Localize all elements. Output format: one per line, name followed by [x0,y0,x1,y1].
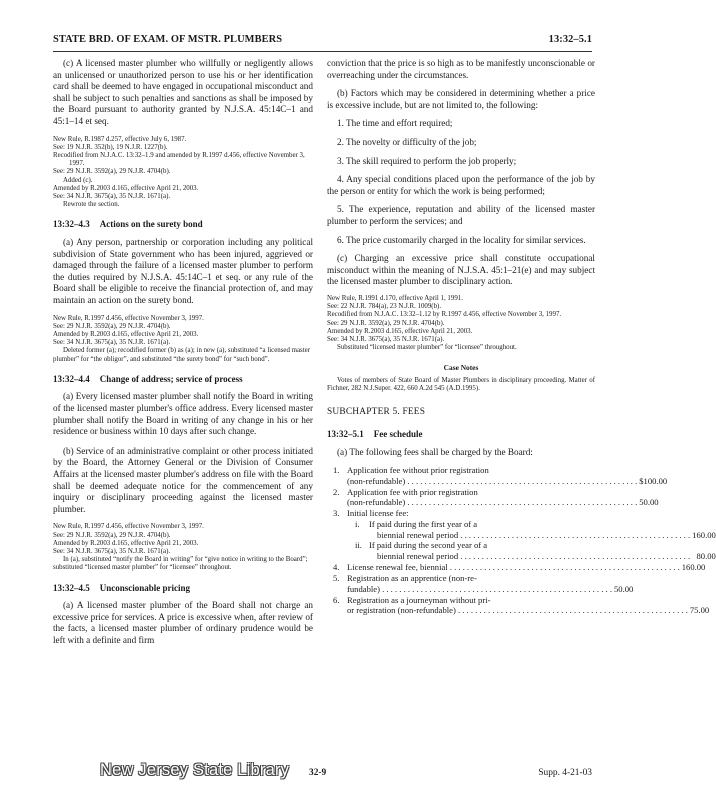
factor-item: 4. Any special conditions placed upon the performance of the job by the person or entity for which the work is being performed; [327,174,595,196]
history-line: Amended by R.2003 d.165, effective April 21, 2003. [53,539,199,547]
fee-amount: 80.00 [696,550,716,561]
history-line: See: 29 N.J.R. 3592(a), 29 N.J.R. 4704(b). [53,322,171,330]
history-line: Recodified from N.J.A.C. 13:32–1.9 and amended by R.1997 d.456, effective November 3, 1997. [53,151,305,168]
section-title: Unconscionable pricing [99,582,191,593]
running-header [53,34,592,48]
section-paragraph: (a) A licensed master plumber of the Board shall not charge an excessive price for services. A price is excessive when, after review of the facts, a licensed master plumber of ordinary prudence would be left with a definite and firm [53,600,313,645]
header-rule [53,51,592,52]
fee-item: 2. Application fee with prior registration (non-refundable) . . . 50.00 [333,487,595,508]
history-line: Substituted “licensed master plumber” for “licensee” throughout. [337,344,517,352]
fee-amount: 75.00 [689,605,710,616]
section-paragraph: (a) Every licensed master plumber shall notify the Board in writing of the licensed master plumber's office address. Every licensed master plumber shall notify the Board in writing of any change in his or her residence or business within 10 days after such change. [53,391,313,437]
section-heading [53,219,313,231]
history-line: See: 34 N.J.R. 3675(a), 35 N.J.R. 1671(a). [53,339,171,347]
section-paragraph: (a) Any person, partnership or corporation including any political subdivision of State government who has been injured, aggrieved or damaged through the failure of a licensed master plumber to perform the duties required by N.J.S.A. 45:14C–1 et seq. or any rule of the Board shall be eligible to receive the financial protection of, and may maintain an action on the surety bond. [53,236,313,305]
section-number: 13:32–4.5 [53,582,90,593]
history-note [327,295,595,352]
fee-schedule [333,465,716,616]
header-title: STATE BRD. OF EXAM. OF MSTR. PLUMBERS [53,34,283,45]
fee-subitem: ii. If paid during the second year of a biennial renewal period . . . 80.00 [347,540,716,561]
factor-item: 1. The time and effort required; [337,118,453,129]
history-line: Amended by R.2003 d.165, effective April 21, 2003. [327,327,473,335]
history-line: In (a), substituted “notify the Board in writing” for “give notice in writing to the Board”; substituted “licensed master plumber” for “licensee” throughout. [53,556,308,572]
section-paragraph: (b) Service of an administrative complaint or other process initiated by the Board, the Attorney General or the Division of Consumer Affairs at the licensed master plumber's address on file with the Board shall be deemed adequate notice for the commencement of any inquiry or disciplinary proceeding against the licensed master plumber. [53,445,313,514]
section-title: Change of address; service of process [99,373,243,384]
section-number: 13:32–4.4 [53,373,90,384]
history-line: Rewrote the section. [63,201,120,209]
case-note: Votes of members of State Board of Master Plumbers in disciplinary proceeding. Matter of Fichner, 282 N.J.Super. 422, 660 A.2d 545 (A.D.1995). [327,376,595,393]
fee-amount: 50.00 [613,583,634,594]
history-line: New Rule, R.1997 d.456, effective November 3, 1997. [53,314,204,322]
paragraph-c: (c) A licensed master plumber who willfully or negligently allows an unlicensed or unauthorized person to use his or her identification card shall be deemed to have engaged in occupational misconduct and shall be subject to such penalties and sanctions as shall be imposed by the Board pursuant to authority granted by N.J.S.A. 45:14C–1 and 45:1–14 et seq. [53,58,313,126]
history-line: See: 34 N.J.R. 3675(a), 35 N.J.R. 1671(a). [53,192,171,200]
history-line: See: 22 N.J.R. 784(a), 23 N.J.R. 1009(b). [327,303,442,311]
history-line: Added (c). [63,176,93,184]
history-line: New Rule, R.1991 d.170, effective April 1, 1991. [327,294,463,302]
section-title: Actions on the surety bond [99,219,203,230]
factor-item: 3. The skill required to perform the job properly; [337,155,517,166]
history-line: See: 29 N.J.R. 3592(a), 29 N.J.R. 4704(b). [53,531,171,539]
section-heading [53,374,313,386]
history-line: See: 29 N.J.R. 3592(a), 29 N.J.R. 4704(b). [53,168,171,176]
page-number: 32-9 [309,768,327,778]
fee-amount: 160.00 [681,561,706,572]
history-line: See: 19 N.J.R. 352(b), 19 N.J.R. 1227(b). [53,143,168,151]
paragraph-c: (c) Charging an excessive price shall constitute occupational misconduct within the meaning of N.J.S.A. 45:1–21(e) and may subject the licensed master plumber to disciplinary action. [327,253,595,287]
factor-item: 6. The price customarily charged in the locality for similar services. [337,234,586,245]
section-heading [53,583,313,595]
history-line: New Rule, R.1997 d.456, effective November 3, 1997. [53,523,204,531]
history-line: See: 29 N.J.R. 3592(a), 29 N.J.R. 4704(b). [327,319,445,327]
section-title: Fee schedule [373,428,423,439]
header-section: 13:32–5.1 [548,34,592,45]
fee-item: 5. Registration as an apprentice (non-re- fundable) . . . 50.00 [333,573,595,594]
fee-item: 1. Application fee without prior registration (non-refundable) . . . $100.00 [333,465,595,486]
history-line: Recodified from N.J.A.C. 13:32–1.12 by R.1997 d.456, effective November 3, 1997. [327,311,562,319]
factor-item: 5. The experience, reputation and ability of the licensed master plumber to perform the services; and [327,204,595,226]
fee-amount: 160.00 [692,529,716,540]
history-note [53,523,313,572]
paragraph-b: (b) Factors which may be considered in determining whether a price is excessive include, but are not limited to, the following: [327,88,595,110]
factor-item: 2. The novelty or difficulty of the job; [337,136,477,147]
fee-subitem: i. If paid during the first year of a biennial renewal period . . . 160.00 [347,519,716,540]
history-note [53,136,313,210]
section-heading [327,429,595,441]
fee-amount: $100.00 [639,475,668,486]
section-number: 13:32–4.3 [53,219,90,230]
history-line: See: 34 N.J.R. 3675(a), 35 N.J.R. 1671(a). [53,547,171,555]
history-line: See: 34 N.J.R. 3675(a), 35 N.J.R. 1671(a). [327,335,445,343]
left-column [53,58,313,654]
history-line: Amended by R.2003 d.165, effective April 21, 2003. [53,184,199,192]
subchapter-heading: SUBCHAPTER 5. FEES [327,407,426,418]
section-number: 13:32–5.1 [327,428,364,439]
supplement-date: Supp. 4-21-03 [538,768,592,778]
right-column [327,58,716,616]
library-watermark: New Jersey State Library [100,761,290,779]
fee-item: 6. Registration as a journeyman without pri- or registration (non-refundable) . . . 75.00 [333,595,595,616]
history-line: Deleted former (a); recodified former (b) as (a); in new (a), substituted “a licensed master plumber” for “the obligor”, and substituted “the surety bond” for “such bond”. [53,347,310,363]
fee-item: 4. License renewal fee, biennial . . . 160.00 [333,562,595,573]
case-notes-heading: Case Notes [443,363,479,373]
history-line: New Rule, R.1987 d.257, effective July 6, 1987. [53,135,187,143]
fee-amount: 50.00 [639,497,659,508]
continued-paragraph: conviction that the price is so high as to be manifestly unconscionable or overreaching under the circumstances. [327,58,595,80]
history-line: Amended by R.2003 d.165, effective April 21, 2003. [53,330,199,338]
section-paragraph: (a) The following fees shall be charged by the Board: [337,446,533,457]
history-note [53,315,313,364]
fee-item: 3. Initial license fee: i. If paid during the first year of a biennial renewal period . . . 160.00 ii. If paid during the second year of a biennial renewal period . . . 80.00 [333,508,595,561]
